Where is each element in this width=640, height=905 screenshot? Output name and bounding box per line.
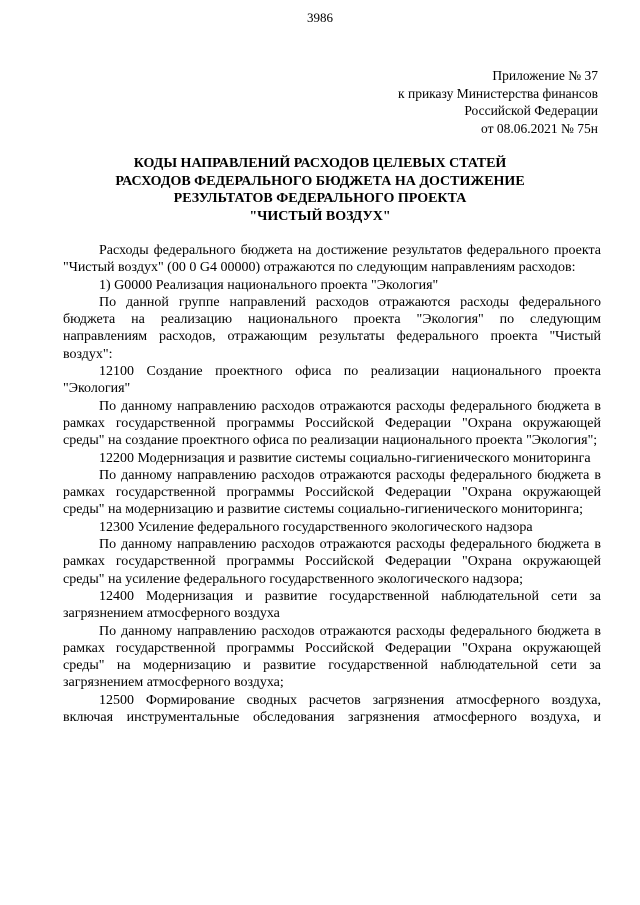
appendix-date: от 08.06.2021 № 75н (481, 120, 598, 136)
code-description-12400: По данному направлению расходов отражаются расходы федерального бюджета в рамках государственной программы Российской Федерации "Охрана окружающей среды" на модернизацию и развитие государственной наблюдательной сети за загрязнением атмосферного воздуха; (63, 623, 601, 691)
document-title (0, 155, 640, 225)
page-number: 3986 (307, 10, 333, 25)
code-description-12200: По данному направлению расходов отражаются расходы федерального бюджета в рамках государственной программы Российской Федерации "Охрана окружающей среды" на модернизацию и развитие системы социально-гигиенического мониторинга; (63, 467, 601, 518)
appendix-number: Приложение № 37 (492, 68, 598, 83)
appendix-country: Российской Федерации (464, 103, 598, 118)
appendix-reference (298, 67, 598, 137)
code-heading-12300: 12300 Усиление федерального государственного экологического надзора (99, 519, 533, 535)
code-heading-12100: 12100 Создание проектного офиса по реализации национального проекта "Экология" (63, 364, 601, 397)
title-line-4: "ЧИСТЫЙ ВОЗДУХ" (249, 208, 391, 224)
code-description-12300: По данному направлению расходов отражаются расходы федерального бюджета в рамках государственной программы Российской Федерации "Охрана окружающей среды" на усиление федерального государственного экологического надзора; (63, 537, 601, 587)
section-description-g0000: По данной группе направлений расходов отражаются расходы федерального бюджета на реализацию национального проекта "Экология" по следующим направлениям расходов, отражающим результаты федерального проекта "Чистый воздух": (63, 294, 601, 362)
appendix-order: к приказу Министерства финансов (398, 85, 598, 101)
intro-paragraph: Расходы федерального бюджета на достижение результатов федерального проекта "Чистый воздух" (00 0 G4 00000) отражаются по следующим направлениям расходов: (63, 243, 601, 276)
document-body (63, 242, 601, 726)
code-heading-12200: 12200 Модернизация и развитие системы социально-гигиенического мониторинга (99, 450, 591, 466)
code-heading-12500: 12500 Формирование сводных расчетов загрязнения атмосферного воздуха, включая инструментальные обследования загрязнения атмосферного воздуха, и (63, 692, 601, 726)
section-heading-g0000: 1) G0000 Реализация национального проекта "Экология" (99, 277, 439, 293)
title-line-1: КОДЫ НАПРАВЛЕНИЙ РАСХОДОВ ЦЕЛЕВЫХ СТАТЕЙ (133, 156, 507, 171)
code-heading-12400: 12400 Модернизация и развитие государственной наблюдательной сети за загрязнением атмосферного воздуха (63, 588, 601, 622)
title-line-3: РЕЗУЛЬТАТОВ ФЕДЕРАЛЬНОГО ПРОЕКТА (173, 191, 467, 206)
code-description-12100: По данному направлению расходов отражаются расходы федерального бюджета в рамках государственной программы Российской Федерации "Охрана окружающей среды" на создание проектного офиса по реализации национального проекта "Экология"; (63, 398, 601, 449)
title-line-2: РАСХОДОВ ФЕДЕРАЛЬНОГО БЮДЖЕТА НА ДОСТИЖЕНИЕ (115, 173, 525, 189)
